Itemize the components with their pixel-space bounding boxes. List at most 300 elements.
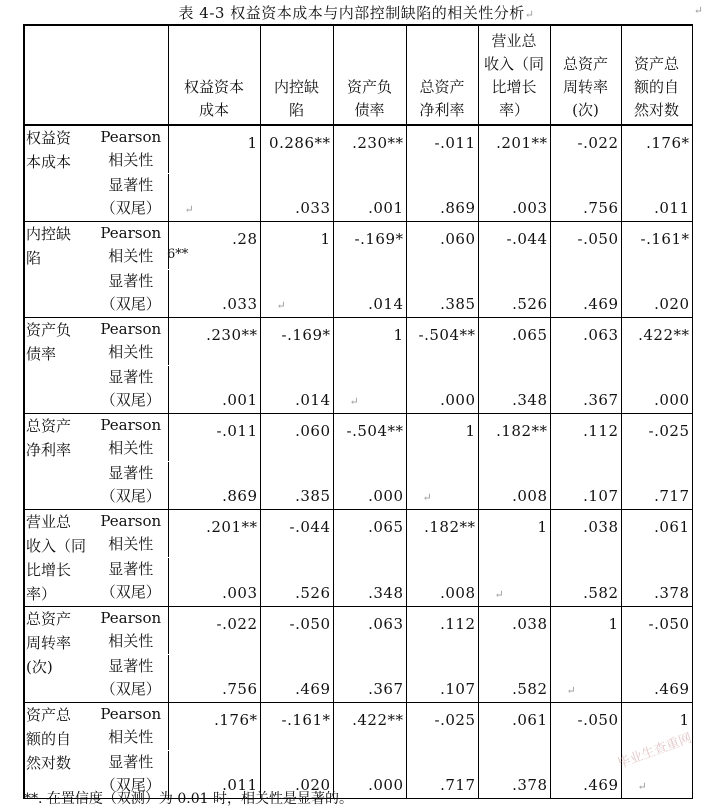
cell-value: .065 <box>368 517 404 536</box>
stat-label-line: 相关性 <box>108 438 154 457</box>
cell-value: .000 <box>368 486 404 505</box>
column-header-line: (次) <box>572 101 599 119</box>
cell-value: -.161* <box>281 710 331 729</box>
sig-cell <box>478 269 550 317</box>
pearson-cell <box>406 702 478 750</box>
cell-value: .378 <box>654 583 690 602</box>
stat-label-line: （双尾） <box>100 583 161 601</box>
row-label-line: 净利率 <box>26 440 72 459</box>
header-row <box>24 25 692 125</box>
pearson-cell <box>621 606 692 654</box>
cell-value: .348 <box>368 583 404 602</box>
pearson-cell <box>478 702 550 750</box>
cell-value: 1 <box>393 325 404 344</box>
stat-label-pearson <box>94 317 168 365</box>
table-row <box>24 461 692 509</box>
sig-cell <box>550 173 621 221</box>
cell-value: .176* <box>214 710 258 729</box>
column-header-line: 额的自 <box>633 78 679 96</box>
pearson-cell <box>621 125 692 173</box>
cell-value: -.169* <box>281 325 331 344</box>
pearson-cell <box>260 125 333 173</box>
pearson-cell <box>333 221 406 269</box>
column-header-line: 收入（同 <box>483 55 544 73</box>
cell-value: .385 <box>295 486 331 505</box>
row-label-line: (次) <box>26 657 53 676</box>
pearson-cell <box>260 413 333 461</box>
paragraph-mark-icon: ↵ <box>184 202 195 216</box>
cell-value: -.025 <box>434 710 476 729</box>
paragraph-mark-icon: ↵ <box>637 779 648 793</box>
stat-label-line: （双尾） <box>100 486 161 505</box>
cell-value: .003 <box>512 198 548 217</box>
cell-value: .201** <box>206 517 258 536</box>
sig-cell <box>478 365 550 413</box>
stat-label-pearson <box>94 606 168 654</box>
cell-value: 1 <box>247 134 258 152</box>
stat-label-line: 显著性 <box>108 560 154 578</box>
paragraph-mark-icon: ↵ <box>524 8 535 21</box>
sig-cell <box>333 654 406 702</box>
pearson-cell <box>333 702 406 750</box>
sig-cell <box>550 461 621 509</box>
column-header-line: 成本 <box>198 101 229 119</box>
watermark: 毕业生查重网 <box>615 730 694 772</box>
pearson-cell <box>333 125 406 173</box>
paragraph-mark-icon: ↵ <box>693 4 703 17</box>
cell-value: .000 <box>654 390 690 409</box>
paragraph-mark-icon: ↵ <box>494 587 505 601</box>
sig-cell <box>168 461 260 509</box>
stat-label-line: Pearson <box>100 415 162 434</box>
sig-cell <box>333 173 406 221</box>
sig-cell <box>260 365 333 413</box>
correlation-table <box>23 24 693 799</box>
pearson-cell <box>621 221 692 269</box>
sig-cell <box>168 173 260 221</box>
row-label-line: 额的自 <box>26 729 72 748</box>
column-header-line: 内控缺 <box>273 78 319 96</box>
column-header <box>260 25 333 125</box>
stat-label-line: 相关性 <box>108 727 154 746</box>
sig-cell <box>550 654 621 702</box>
row-label-line: 债率 <box>26 344 57 363</box>
stat-label-line: 显著性 <box>108 656 154 675</box>
table-row <box>24 606 692 654</box>
cell-value: .469 <box>583 775 619 794</box>
stat-label-sig <box>94 365 168 413</box>
cell-value: -.044 <box>289 517 331 536</box>
cell-value: .869 <box>222 486 258 505</box>
table-row <box>24 509 692 558</box>
pearson-cell <box>406 606 478 654</box>
cell-value: .869 <box>440 198 476 217</box>
row-label-line: 然对数 <box>26 753 72 772</box>
pearson-cell <box>550 413 621 461</box>
cell-value: .008 <box>512 486 548 505</box>
cell-value: .020 <box>295 775 331 794</box>
cell-value: 1 <box>608 614 619 633</box>
row-variable-label <box>24 317 94 413</box>
paragraph-mark-icon: ↵ <box>566 683 577 697</box>
pearson-cell <box>260 606 333 654</box>
cell-value: -.504** <box>346 421 404 440</box>
cell-value: .176* <box>646 134 690 152</box>
stat-label-line: 显著性 <box>108 463 154 482</box>
sig-cell <box>260 558 333 607</box>
cell-value: .230** <box>352 134 404 152</box>
cell-value: .717 <box>654 486 690 505</box>
pearson-cell <box>260 509 333 558</box>
row-label-line: 权益资 <box>26 129 72 147</box>
stat-label-line: Pearson <box>100 319 162 338</box>
column-header-line: 债率 <box>354 101 385 119</box>
cell-value: 1 <box>320 229 331 248</box>
sig-cell <box>168 365 260 413</box>
sig-cell <box>260 269 333 317</box>
header-corner <box>24 25 168 125</box>
pearson-cell <box>550 702 621 750</box>
cell-value: -.025 <box>648 421 690 440</box>
sig-cell <box>333 558 406 607</box>
pearson-cell <box>406 413 478 461</box>
sig-cell <box>260 173 333 221</box>
stat-label-line: 相关性 <box>108 151 154 169</box>
cell-value: -.011 <box>434 134 476 152</box>
stat-label-line: 相关性 <box>108 246 154 265</box>
cell-value: .756 <box>222 679 258 698</box>
cell-value: 1 <box>679 710 690 729</box>
pearson-cell <box>333 606 406 654</box>
cell-value: .020 <box>654 294 690 313</box>
cell-value: .367 <box>368 679 404 698</box>
cell-value: -.050 <box>648 614 690 633</box>
cell-value: .367 <box>583 390 619 409</box>
sig-cell <box>621 558 692 607</box>
stat-label-line: Pearson <box>100 704 162 723</box>
cell-value: .003 <box>222 583 258 602</box>
cell-value: .112 <box>583 421 619 440</box>
table-row <box>24 221 692 269</box>
column-header-line: 资产总 <box>633 55 679 73</box>
stat-label-line: 显著性 <box>108 271 154 290</box>
column-header-line: 比增长 <box>491 78 537 96</box>
row-label-line: 总资产 <box>26 416 72 435</box>
sig-cell <box>168 654 260 702</box>
sig-cell <box>406 750 478 798</box>
column-header-line: 总资产 <box>562 55 608 73</box>
row-label-line: 比增长 <box>26 560 72 579</box>
sig-cell <box>621 173 692 221</box>
cell-value: -.022 <box>577 134 619 152</box>
row-label-line: 本成本 <box>26 153 72 171</box>
sig-cell <box>168 269 260 317</box>
sig-cell <box>621 365 692 413</box>
overflow-fragment: 6** <box>167 247 189 262</box>
column-header <box>621 25 692 125</box>
column-header <box>406 25 478 125</box>
pearson-cell <box>478 413 550 461</box>
cell-value: .230** <box>206 325 258 344</box>
table-row <box>24 365 692 413</box>
stat-label-sig <box>94 461 168 509</box>
cell-value: .582 <box>512 679 548 698</box>
stat-label-line: 显著性 <box>108 752 154 771</box>
sig-cell <box>406 173 478 221</box>
row-label-line: 周转率 <box>26 633 72 652</box>
cell-value: .061 <box>654 517 690 536</box>
table-row <box>24 317 692 365</box>
column-header-line: 周转率 <box>562 78 608 96</box>
pearson-cell <box>550 606 621 654</box>
cell-value: .469 <box>295 679 331 698</box>
cell-value: .001 <box>368 198 404 217</box>
stat-label-line: 显著性 <box>108 175 154 194</box>
row-variable-label <box>24 702 94 798</box>
pearson-cell <box>478 221 550 269</box>
sig-cell <box>168 558 260 607</box>
stat-label-sig <box>94 654 168 702</box>
pearson-cell <box>333 317 406 365</box>
stat-label-line: （双尾） <box>100 679 161 698</box>
cell-value: .112 <box>440 614 476 633</box>
cell-value: -.011 <box>216 421 258 440</box>
row-label-line: 总资产 <box>26 609 72 628</box>
sig-cell <box>406 269 478 317</box>
stat-label-sig <box>94 173 168 221</box>
pearson-cell <box>406 221 478 269</box>
row-label-line: 陷 <box>26 248 42 267</box>
stat-label-line: （双尾） <box>100 294 161 313</box>
pearson-cell <box>333 509 406 558</box>
footnote: **. 在置信度（双测）为 0.01 时，相关性是显著的。 <box>24 791 353 807</box>
row-variable-label <box>24 606 94 702</box>
column-header <box>550 25 621 125</box>
cell-value: .033 <box>295 198 331 217</box>
pearson-cell <box>550 125 621 173</box>
cell-value: -.050 <box>577 710 619 729</box>
row-variable-label <box>24 221 94 317</box>
cell-value: .526 <box>295 583 331 602</box>
column-header-line: 率） <box>498 101 529 119</box>
sig-cell <box>550 269 621 317</box>
stat-label-pearson <box>94 413 168 461</box>
cell-value: .011 <box>654 198 690 217</box>
sig-cell <box>478 558 550 607</box>
cell-value: .014 <box>368 294 404 313</box>
cell-value: .422** <box>638 325 690 344</box>
cell-value: .060 <box>295 421 331 440</box>
column-header-line: 净利率 <box>419 101 465 119</box>
cell-value: -.044 <box>506 229 548 248</box>
stat-label-pearson <box>94 702 168 750</box>
cell-value: .107 <box>440 679 476 698</box>
stat-label-line: 相关性 <box>108 631 154 650</box>
cell-value: -.504** <box>418 325 476 344</box>
stat-label-pearson <box>94 221 168 269</box>
cell-value: .526 <box>512 294 548 313</box>
pearson-cell <box>621 509 692 558</box>
sig-cell <box>406 654 478 702</box>
cell-value: .063 <box>368 614 404 633</box>
sig-cell <box>333 461 406 509</box>
pearson-cell <box>168 413 260 461</box>
pearson-cell <box>621 317 692 365</box>
sig-cell <box>550 750 621 798</box>
cell-value: .717 <box>440 775 476 794</box>
sig-cell <box>550 365 621 413</box>
stat-label-line: Pearson <box>100 511 162 530</box>
row-label-line: 率） <box>26 584 57 603</box>
column-header-line: 资产负 <box>346 78 392 96</box>
table-row <box>24 654 692 702</box>
stat-label-pearson <box>94 509 168 558</box>
cell-value: .011 <box>222 775 258 794</box>
stat-label-line: Pearson <box>100 608 162 627</box>
cell-value: .422** <box>352 710 404 729</box>
table-row <box>24 413 692 461</box>
cell-value: .014 <box>295 390 331 409</box>
column-header-line: 总资产 <box>419 78 465 96</box>
pearson-cell <box>260 221 333 269</box>
table-title-text: 表 4-3 权益资本成本与内部控制缺陷的相关性分析 <box>178 4 525 22</box>
cell-value: .28 <box>232 229 258 248</box>
cell-value: .469 <box>583 294 619 313</box>
cell-value: .385 <box>440 294 476 313</box>
sig-cell <box>478 173 550 221</box>
sig-cell <box>333 269 406 317</box>
column-header-line: 营业总 <box>491 32 537 50</box>
row-label-line: 内控缺 <box>26 224 72 243</box>
stat-label-line: （双尾） <box>100 198 161 217</box>
paragraph-mark-icon: ↵ <box>349 394 360 408</box>
pearson-cell <box>406 509 478 558</box>
table-title <box>0 2 713 23</box>
pearson-cell <box>406 317 478 365</box>
column-header-line: 然对数 <box>633 101 679 119</box>
cell-value: -.050 <box>577 229 619 248</box>
pearson-cell <box>478 509 550 558</box>
column-header <box>478 25 550 125</box>
pearson-cell <box>168 125 260 173</box>
cell-value: .001 <box>222 390 258 409</box>
cell-value: .201** <box>496 134 548 152</box>
sig-cell <box>621 461 692 509</box>
table-row <box>24 702 692 750</box>
row-label-line: 资产负 <box>26 320 72 339</box>
table-row <box>24 125 692 173</box>
sig-cell <box>478 654 550 702</box>
cell-value: .063 <box>583 325 619 344</box>
paragraph-mark-icon: ↵ <box>276 298 287 312</box>
column-header-line: 权益资本 <box>183 78 244 96</box>
cell-value: .038 <box>583 517 619 536</box>
cell-value: .348 <box>512 390 548 409</box>
row-label-line: 收入（同 <box>26 536 87 555</box>
pearson-cell <box>406 125 478 173</box>
cell-value: .378 <box>512 775 548 794</box>
stat-label-line: Pearson <box>100 128 162 146</box>
cell-value: .008 <box>440 583 476 602</box>
cell-value: 1 <box>465 421 476 440</box>
pearson-cell <box>260 317 333 365</box>
sig-cell <box>333 365 406 413</box>
cell-value: .182** <box>496 421 548 440</box>
row-variable-label <box>24 125 94 221</box>
cell-value: .060 <box>440 229 476 248</box>
cell-value: -.050 <box>289 614 331 633</box>
sig-cell <box>550 558 621 607</box>
table-row <box>24 173 692 221</box>
sig-cell <box>406 365 478 413</box>
stat-label-line: 显著性 <box>108 367 154 386</box>
sig-cell <box>406 461 478 509</box>
stat-label-pearson <box>94 125 168 173</box>
pearson-cell <box>478 125 550 173</box>
column-header <box>333 25 406 125</box>
cell-value: -.169* <box>354 229 404 248</box>
sig-cell <box>260 654 333 702</box>
stat-label-line: 相关性 <box>108 534 154 553</box>
cell-value: -.161* <box>640 229 690 248</box>
paragraph-mark-icon: ↵ <box>422 490 433 504</box>
pearson-cell <box>478 606 550 654</box>
row-label-line: 营业总 <box>26 512 72 531</box>
pearson-cell <box>168 702 260 750</box>
row-variable-label <box>24 509 94 606</box>
cell-value: 1 <box>537 517 548 536</box>
cell-value: .182** <box>424 517 476 536</box>
stat-label-line: 相关性 <box>108 342 154 361</box>
cell-value: .000 <box>440 390 476 409</box>
cell-value: .033 <box>222 294 258 313</box>
sig-cell <box>260 461 333 509</box>
pearson-cell <box>478 317 550 365</box>
stat-label-line: Pearson <box>100 223 162 242</box>
pearson-cell <box>550 221 621 269</box>
table-row <box>24 269 692 317</box>
stat-label-sig <box>94 269 168 317</box>
stat-label-line: （双尾） <box>100 390 161 409</box>
column-header <box>168 25 260 125</box>
sig-cell <box>478 461 550 509</box>
cell-value: .038 <box>512 614 548 633</box>
pearson-cell <box>168 317 260 365</box>
row-label-line: 资产总 <box>26 705 72 724</box>
stat-label-sig <box>94 558 168 607</box>
pearson-cell <box>168 606 260 654</box>
cell-value: .000 <box>368 775 404 794</box>
table-row <box>24 558 692 607</box>
cell-value: .065 <box>512 325 548 344</box>
sig-cell <box>621 269 692 317</box>
cell-value: .061 <box>512 710 548 729</box>
sig-cell <box>478 750 550 798</box>
pearson-cell <box>550 509 621 558</box>
sig-cell <box>621 654 692 702</box>
pearson-cell <box>621 413 692 461</box>
pearson-cell <box>333 413 406 461</box>
cell-value: .469 <box>654 679 690 698</box>
pearson-cell <box>260 702 333 750</box>
cell-value: -.022 <box>216 614 258 633</box>
cell-value: .107 <box>583 486 619 505</box>
cell-value: .582 <box>583 583 619 602</box>
pearson-cell <box>168 509 260 558</box>
pearson-cell <box>550 317 621 365</box>
stat-label-line: （双尾） <box>100 775 161 794</box>
sig-cell <box>406 558 478 607</box>
